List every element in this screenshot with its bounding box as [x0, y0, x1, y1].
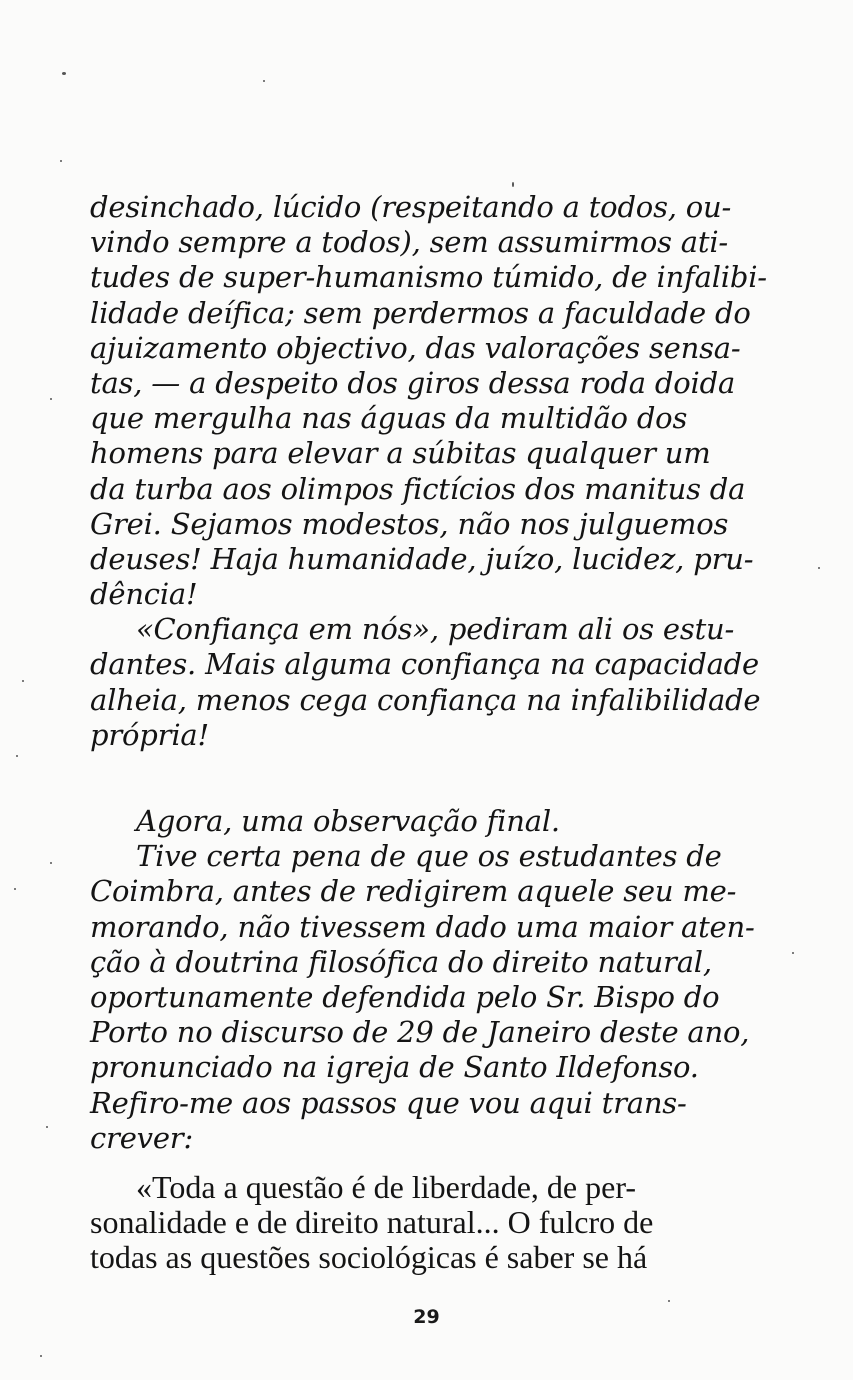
scan-speck: [818, 567, 820, 569]
text-line: oportunamente defendida pelo Sr. Bispo do: [90, 979, 720, 1014]
scan-speck: [50, 398, 52, 400]
text-line: desinchado, lúcido (respeitando a todos, ou-: [90, 190, 732, 224]
text-line: crever:: [90, 1120, 194, 1155]
scan-speck: [40, 1355, 42, 1357]
quotation-block: [90, 1170, 768, 1275]
scan-speck: [792, 952, 794, 954]
scan-speck: [512, 182, 514, 187]
text-line: vindo sempre a todos), sem assumirmos ati-: [90, 225, 729, 260]
scan-speck: [16, 755, 18, 757]
text-line: Grei. Sejamos modestos, não nos julguemos: [90, 506, 729, 541]
text-line: sonalidade e de direito natural... O fulcro de: [90, 1204, 654, 1240]
scan-speck: [62, 72, 66, 75]
text-line: tudes de super-humanismo túmido, de infalibi-: [90, 260, 767, 295]
text-line: Agora, uma observação final.: [136, 804, 560, 838]
text-line: ção à doutrina filosófica do direito natural,: [90, 944, 712, 979]
text-line: todas as questões sociológicas é saber se há: [90, 1239, 648, 1275]
text-line: da turba aos olimpos fictícios dos manitus da: [90, 471, 746, 506]
text-line: pronunciado na igreja de Santo Ildefonso.: [90, 1050, 699, 1085]
paragraph-block-2: [90, 804, 768, 1156]
scan-speck: [46, 1126, 48, 1128]
scan-speck: [14, 888, 16, 890]
text-line: Coimbra, antes de redigirem aquele seu me-: [90, 874, 737, 909]
text-line: lidade deífica; sem perdermos a faculdade do: [90, 295, 751, 330]
text-line: Porto no discurso de 29 de Janeiro deste ano,: [90, 1015, 750, 1050]
text-line: alheia, menos cega confiança na infalibilidade: [90, 682, 761, 717]
text-line: que mergulha nas águas da multidão dos: [90, 401, 688, 436]
text-line: «Toda a questão é de liberdade, de per-: [136, 1169, 636, 1205]
page-number: 29: [413, 1306, 440, 1328]
text-line: homens para elevar a súbitas qualquer um: [90, 436, 711, 471]
scan-speck: [263, 80, 265, 82]
text-line: deuses! Haja humanidade, juízo, lucidez, pru-: [90, 541, 754, 576]
text-line: ajuizamento objectivo, das valorações sensa-: [90, 330, 741, 365]
text-line: tas, — a despeito dos giros dessa roda doida: [90, 365, 736, 400]
text-line: dantes. Mais alguma confiança na capacidade: [90, 647, 760, 682]
text-line: Tive certa pena de que os estudantes de: [136, 839, 722, 874]
text-line: dência!: [90, 577, 198, 612]
text-line: própria!: [90, 717, 209, 752]
scan-speck: [22, 680, 24, 682]
paragraph-block-1: [90, 190, 768, 753]
text-line: «Confiança em nós», pediram ali os estu-: [136, 612, 735, 647]
scan-speck: [50, 862, 52, 864]
text-line: morando, não tivessem dado uma maior aten-: [90, 909, 755, 944]
text-line: Refiro-me aos passos que vou aqui trans-: [90, 1085, 687, 1120]
scan-speck: [668, 1300, 670, 1302]
scan-speck: [60, 160, 62, 162]
